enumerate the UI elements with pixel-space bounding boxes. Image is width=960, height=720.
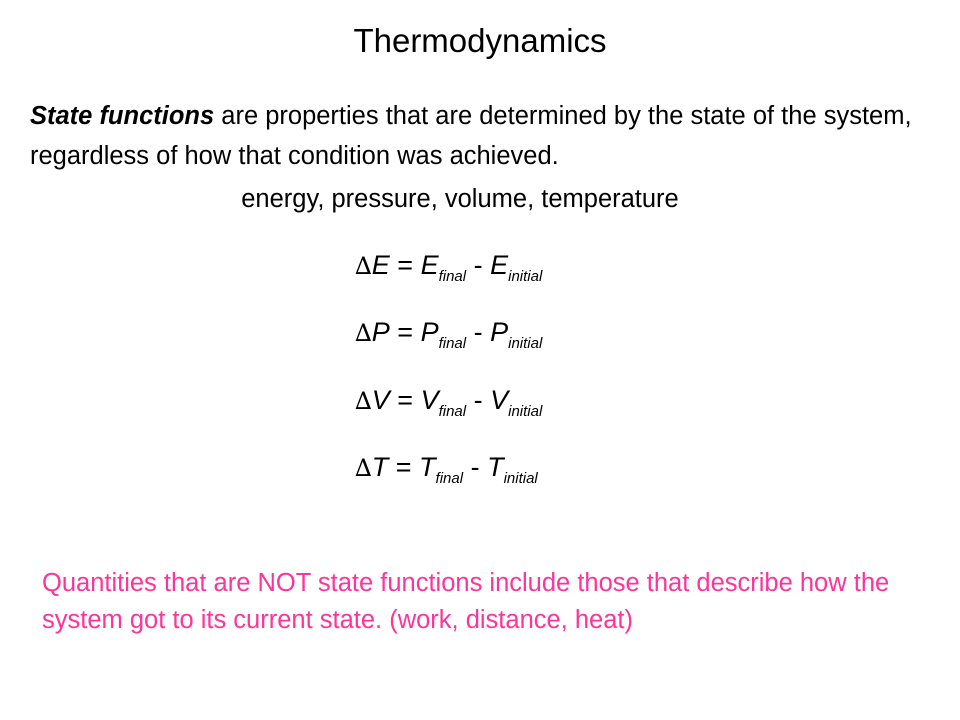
initial-subscript: initial xyxy=(508,403,543,420)
final-subscript: final xyxy=(438,268,467,285)
final-symbol: T xyxy=(419,452,436,482)
initial-subscript: initial xyxy=(508,335,543,352)
delta-symbol: ∆ xyxy=(355,454,372,482)
definition-term: State functions xyxy=(30,102,215,130)
delta-symbol: ∆ xyxy=(355,252,372,280)
final-symbol: P xyxy=(420,317,439,347)
equation-temperature xyxy=(355,452,538,487)
delta-symbol: ∆ xyxy=(355,387,372,415)
equation-variable: V xyxy=(371,385,390,415)
definition-text: are properties that are determined by the state of the system, regardless of how that condition was achieved. xyxy=(30,102,912,170)
non-state-functions-note: Quantities that are NOT state functions include those that describe how the system got to its current state. (work, distance, heat) xyxy=(42,569,890,634)
equation-variable: P xyxy=(371,317,390,347)
equals-sign: = xyxy=(389,317,421,347)
equation-variable: E xyxy=(371,250,390,280)
equals-sign: = xyxy=(389,250,421,280)
equation-energy xyxy=(355,250,543,285)
final-symbol: E xyxy=(420,250,439,280)
equation-variable: T xyxy=(371,452,389,482)
delta-symbol: ∆ xyxy=(355,319,372,347)
equation-pressure xyxy=(355,317,543,352)
equals-sign: = xyxy=(388,452,420,482)
equals-sign: = xyxy=(389,385,421,415)
initial-symbol: T xyxy=(487,452,504,482)
minus-sign: - xyxy=(466,385,491,415)
state-function-examples: energy, pressure, volume, temperature xyxy=(241,185,679,213)
minus-sign: - xyxy=(463,452,488,482)
minus-sign: - xyxy=(466,317,491,347)
initial-symbol: P xyxy=(490,317,509,347)
equation-volume xyxy=(355,385,543,420)
final-subscript: final xyxy=(438,403,467,420)
minus-sign: - xyxy=(466,250,491,280)
page-title: Thermodynamics xyxy=(353,22,607,59)
final-subscript: final xyxy=(435,470,464,487)
state-function-definition xyxy=(30,96,940,176)
final-subscript: final xyxy=(438,335,467,352)
initial-symbol: E xyxy=(490,250,509,280)
initial-subscript: initial xyxy=(508,268,543,285)
final-symbol: V xyxy=(420,385,439,415)
initial-subscript: initial xyxy=(503,470,538,487)
initial-symbol: V xyxy=(490,385,509,415)
